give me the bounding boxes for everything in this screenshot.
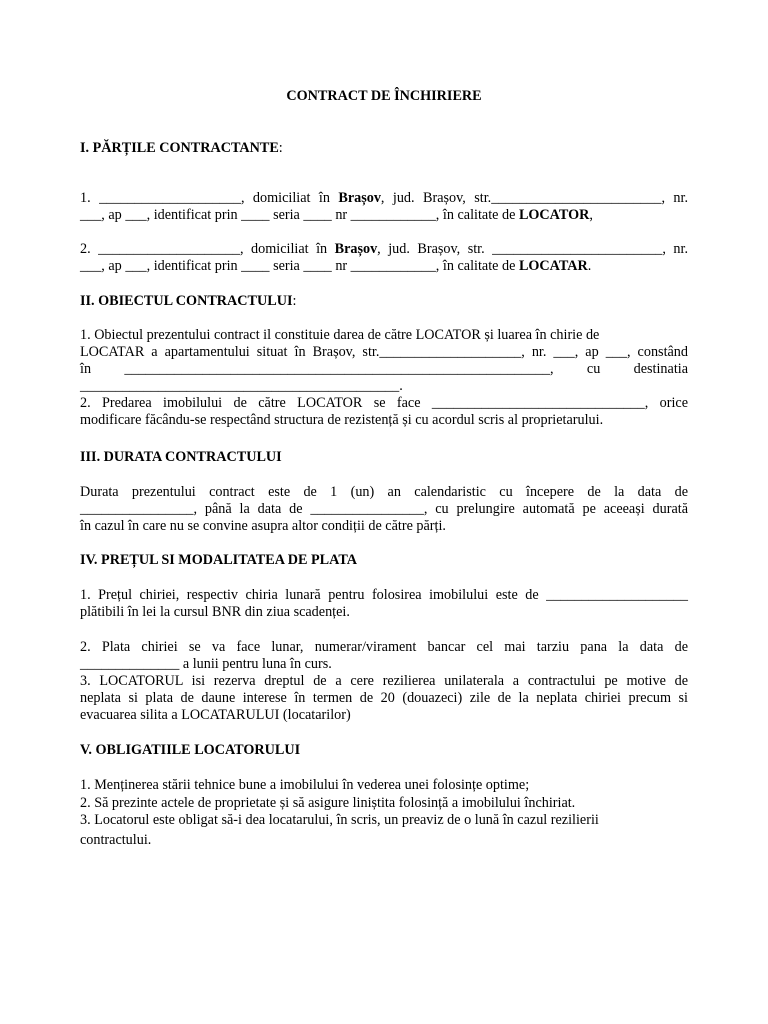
section-heading-text: I. PĂRȚILE CONTRACTANTE (80, 140, 279, 156)
duration-paragraph (80, 484, 688, 535)
obligation-item-3: 3. Locatorul este obligat să-i dea locatarului, în scris, un preaviz de o lună în cazul rezilierii (80, 812, 599, 828)
party-2-paragraph (80, 241, 688, 275)
city-bold: Brașov (338, 190, 381, 206)
object-line-2: LOCATAR a apartamentului situat în Brașov, str.____________________, nr. ___, ap ___, constând (80, 344, 688, 360)
payment-line-2: ______________ a lunii pentru luna în curs. (80, 656, 332, 672)
section-heading-price: IV. PREȚUL SI MODALITATEA DE PLATA (80, 552, 357, 568)
party-2-line-2 (80, 258, 688, 275)
price-line-2: plătibili în lei la cursul BNR din ziua scadenței. (80, 604, 350, 620)
object-line-5: 2. Predarea imobilului de către LOCATOR se face ______________________________, orice (80, 395, 688, 411)
party-1-line-2 (80, 207, 688, 224)
text-span: . (587, 258, 592, 274)
price-paragraph-1 (80, 587, 688, 621)
obligation-item-1: 1. Menținerea stării tehnice bune a imobilului în vederea unei folosințe optime; (80, 777, 530, 793)
text-span: , (589, 207, 593, 223)
duration-line-2: ________________, până la data de ________________, cu prelungire automată pe aceeași durată (80, 501, 688, 517)
obligation-item-3-continued: contractului. (80, 831, 152, 848)
price-paragraph-3 (80, 673, 688, 724)
role-locator: LOCATOR (518, 207, 590, 223)
text-span: 1. ____________________, domiciliat în (80, 190, 330, 206)
price-paragraph-2 (80, 639, 688, 673)
party-1-paragraph (80, 190, 688, 224)
text-span: , jud. Brașov, str. ________________________, nr. (377, 241, 689, 257)
termination-line-3: evacuarea silita a LOCATARULUI (locatarilor) (80, 707, 351, 723)
party-2-line-1 (80, 241, 688, 258)
section-heading-obligations: V. OBLIGATIILE LOCATORULUI (80, 742, 301, 758)
text-span: ___, ap ___, identificat prin ____ seria ____ nr ____________, în calitate de (80, 207, 516, 223)
text-span: 2. ____________________, domiciliat în (80, 241, 328, 257)
object-line-1: 1. Obiectul prezentului contract il constituie darea de către LOCATOR și luarea în chirie de (80, 327, 600, 343)
termination-line-2: neplata si plata de daune interese în termen de 20 (douazeci) zile de la neplata chiriei precum si (80, 690, 688, 706)
termination-line-1: 3. LOCATORUL isi rezerva dreptul de a cere rezilierea unilaterala a contractului pe motive de (80, 673, 688, 689)
section-heading-text: II. OBIECTUL CONTRACTULUI (80, 293, 293, 309)
object-line-6: modificare făcându-se respectând structura de rezistență și cu acordul scris al proprietarului. (80, 412, 604, 428)
duration-line-1: Durata prezentului contract este de 1 (un) an calendaristic cu începere de la data de (80, 484, 688, 500)
party-1-line-1 (80, 190, 688, 207)
text-span: , jud. Brașov, str.________________________, nr. (380, 190, 689, 206)
text-span: ___, ap ___, identificat prin ____ seria ____ nr ____________, în calitate de (80, 258, 516, 274)
duration-line-3: în cazul în care nu se convine asupra altor condiții de către părți. (80, 518, 446, 534)
obligation-item-2: 2. Să prezinte actele de proprietate și să asigure liniștita folosință a imobilului închiriat. (80, 794, 576, 811)
role-locatar: LOCATAR (518, 258, 588, 274)
document-title: CONTRACT DE ÎNCHIRIERE (286, 88, 482, 104)
obligations-list (80, 777, 688, 849)
payment-line-1: 2. Plata chiriei se va face lunar, numerar/virament bancar cel mai tarziu pana la data de (80, 639, 688, 655)
section-heading-object (80, 293, 296, 310)
section-heading-duration: III. DURATA CONTRACTULUI (80, 449, 282, 465)
object-line-4: _____________________________________________. (80, 378, 403, 394)
heading-colon: : (278, 140, 283, 156)
heading-colon: : (292, 293, 297, 309)
price-line-1: 1. Prețul chiriei, respectiv chiria lunară pentru folosirea imobilului este de ____________________ (80, 587, 688, 603)
object-paragraph (80, 327, 688, 429)
object-line-3: în ____________________________________________________________, cu destinatia (80, 361, 688, 377)
city-bold: Brașov (334, 241, 378, 257)
section-heading-parties (80, 140, 283, 157)
